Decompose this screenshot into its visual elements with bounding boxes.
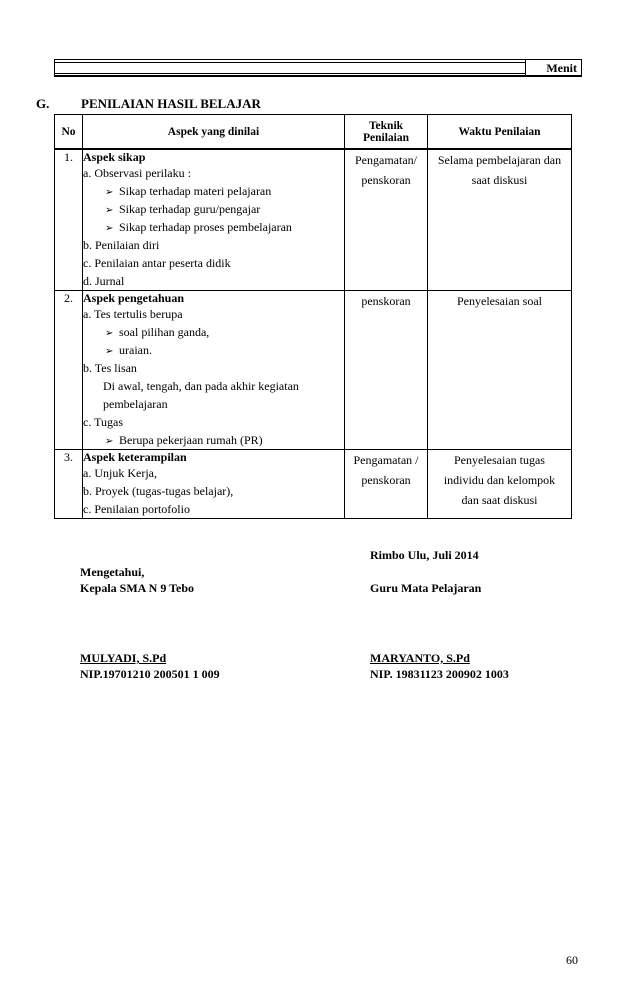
sub-item: b. Tes lisan (83, 361, 137, 375)
waktu-text: dan saat diskusi (461, 493, 538, 507)
menit-label: Menit (525, 60, 581, 76)
row-number: 3. (55, 450, 83, 519)
assessment-table (54, 114, 572, 519)
table-header-row (55, 115, 572, 150)
bullet-text: Sikap terhadap guru/pengajar (119, 202, 261, 216)
bullet-text: uraian. (119, 343, 152, 357)
place-date: Rimbo Ulu, Juli 2014 (370, 548, 479, 562)
right-signatory-name: MARYANTO, S.Pd (370, 651, 470, 665)
table-body (55, 149, 572, 519)
aspek-title: Aspek sikap (83, 150, 146, 164)
header-teknik-line1: Teknik (368, 119, 404, 132)
waktu-cell (428, 450, 572, 519)
teknik-text: Pengamatan/ (355, 153, 417, 167)
header-teknik-line2: Penilaian (362, 131, 409, 144)
aspek-cell (83, 450, 345, 519)
sub-item: c. Tugas (83, 415, 124, 429)
section-letter: G. (36, 96, 50, 111)
header-aspek: Aspek yang dinilai (83, 115, 345, 150)
bullet-item (83, 341, 344, 359)
aspek-cell (83, 291, 345, 450)
sub-item: b. Proyek (tugas-tugas belajar), (83, 484, 234, 498)
left-signatory-name: MULYADI, S.Pd (80, 651, 167, 665)
sub-item: a. Observasi perilaku : (83, 166, 191, 180)
left-role: Kepala SMA N 9 Tebo (80, 581, 195, 595)
arrow-bullet-icon: ➢ (105, 187, 114, 198)
bullet-text: soal pilihan ganda, (119, 325, 210, 339)
bullet-item (83, 323, 344, 341)
waktu-text: Penyelesaian soal (457, 294, 542, 308)
header-teknik (345, 115, 428, 150)
waktu-text: individu dan kelompok (443, 473, 556, 487)
waktu-text: Selama pembelajaran dan (437, 153, 562, 167)
top-header-bar (54, 59, 582, 77)
sub-item: c. Penilaian portofolio (83, 502, 190, 516)
section-heading (36, 96, 261, 112)
bullet-item (83, 218, 344, 236)
waktu-text: Penyelesaian tugas (454, 453, 545, 467)
bullet-text: Sikap terhadap materi pelajaran (119, 184, 272, 198)
sub-item: pembelajaran (103, 397, 168, 411)
arrow-bullet-icon: ➢ (105, 205, 114, 216)
teknik-cell (345, 291, 428, 450)
bullet-text: Berupa pekerjaan rumah (PR) (119, 433, 263, 447)
header-waktu: Waktu Penilaian (428, 115, 572, 150)
right-signatory-nip: NIP. 19831123 200902 1003 (370, 667, 509, 681)
aspek-cell (83, 149, 345, 291)
teknik-text: penskoran (361, 294, 411, 308)
row-number: 2. (55, 291, 83, 450)
right-role: Guru Mata Pelajaran (370, 581, 482, 595)
sub-item: d. Jurnal (83, 274, 125, 288)
bullet-text: Sikap terhadap proses pembelajaran (119, 220, 292, 234)
arrow-bullet-icon: ➢ (105, 328, 114, 339)
waktu-text: saat diskusi (471, 173, 528, 187)
teknik-text: Pengamatan / (353, 453, 419, 467)
bullet-item (83, 182, 344, 200)
left-intro: Mengetahui, (80, 565, 145, 579)
sub-item: Di awal, tengah, dan pada akhir kegiatan (103, 379, 299, 393)
header-no: No (55, 115, 83, 150)
bullet-item (83, 431, 344, 449)
table-row (55, 450, 572, 519)
arrow-bullet-icon: ➢ (105, 346, 114, 357)
header-double-rule (55, 62, 525, 74)
teknik-cell (345, 149, 428, 291)
waktu-cell (428, 149, 572, 291)
teknik-text: penskoran (361, 173, 411, 187)
waktu-cell (428, 291, 572, 450)
teknik-text: penskoran (361, 473, 411, 487)
table-row (55, 149, 572, 291)
page-number: 60 (566, 953, 578, 967)
bullet-item (83, 200, 344, 218)
arrow-bullet-icon: ➢ (105, 223, 114, 234)
left-signatory-nip: NIP.19701210 200501 1 009 (80, 667, 220, 681)
table-row (55, 291, 572, 450)
sub-item: a. Unjuk Kerja, (83, 466, 157, 480)
aspek-title: Aspek keterampilan (83, 450, 187, 464)
teknik-cell (345, 450, 428, 519)
arrow-bullet-icon: ➢ (105, 436, 114, 447)
row-number: 1. (55, 149, 83, 291)
section-title: PENILAIAN HASIL BELAJAR (81, 96, 261, 111)
sub-item: a. Tes tertulis berupa (83, 307, 183, 321)
sub-item: b. Penilaian diri (83, 238, 160, 252)
sub-item: c. Penilaian antar peserta didik (83, 256, 231, 270)
aspek-title: Aspek pengetahuan (83, 291, 185, 305)
